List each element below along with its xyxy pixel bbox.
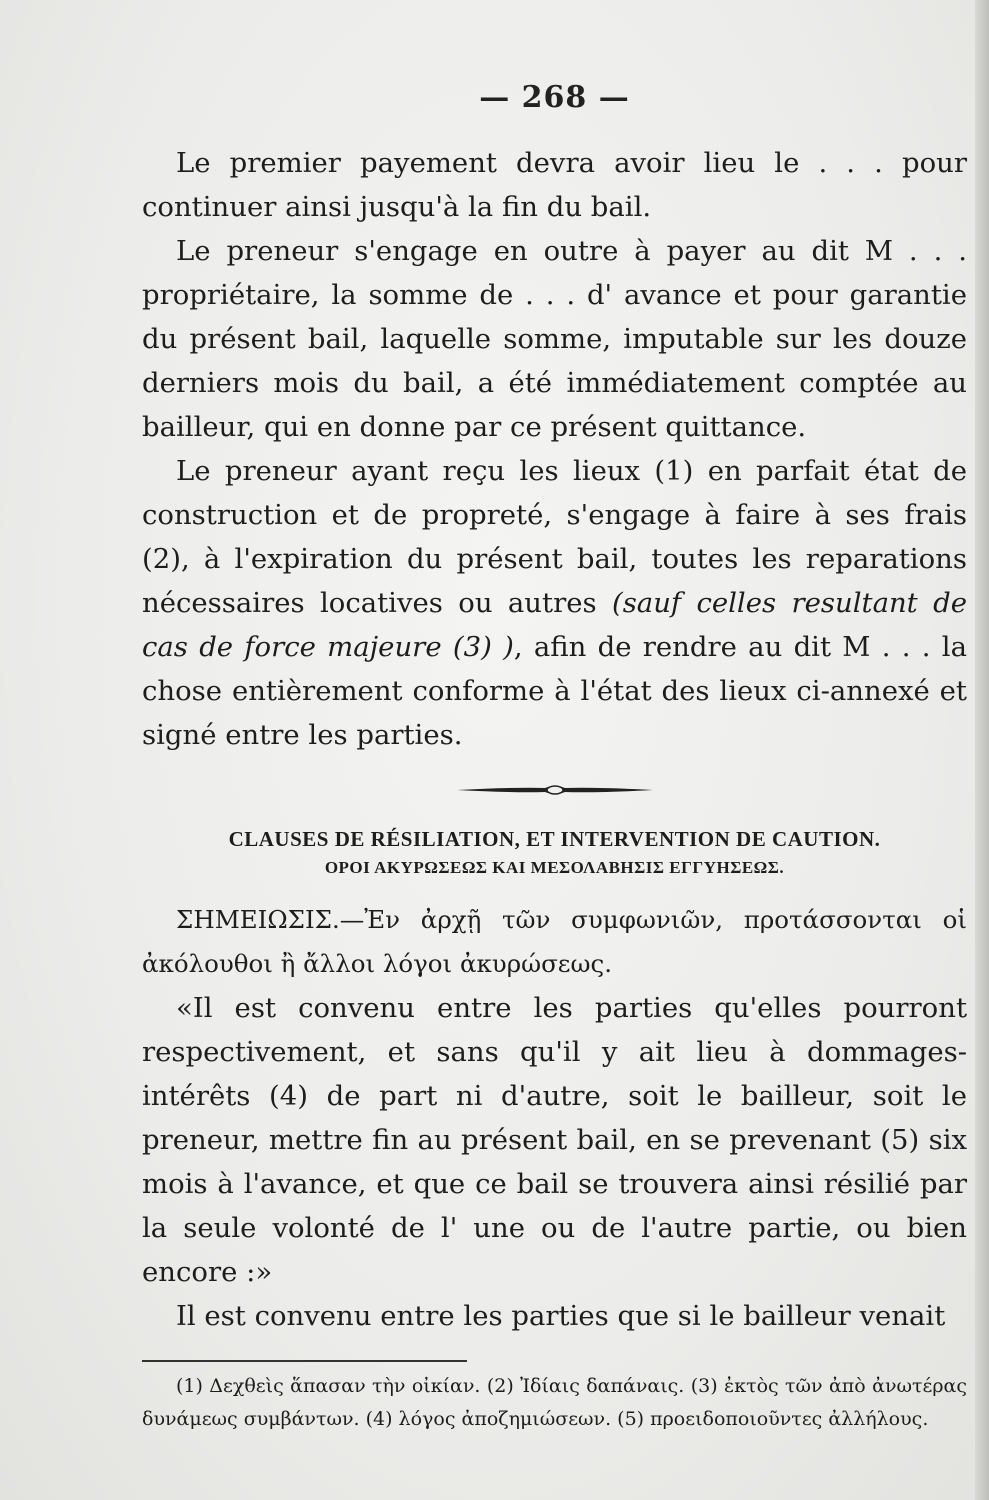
- paragraph-repairs-start: Le preneur ayant reçu les lieux (1) en parfait état de construction et de propreté, s'engage à faire à ses frais (2), à l'expiration du présent bail, toutes les reparations nécessaires locatives ou autres: [142, 455, 967, 619]
- section-heading-greek: ΟΡΟΙ ΑΚΥΡΩΣΕΩΣ ΚΑΙ ΜΕΣΟΛΑΒΗΣΙΣ ΕΓΓΥΗΣΕΩΣ.: [324, 858, 785, 877]
- greek-note: ΣΗΜΕΙΩΣΙΣ.—Ἐν ἀρχῇ τῶν συμφωνιῶν, προτάσσονται οἱ ἀκόλουθοι ἢ ἄλλοι λόγοι ἀκυρώσεως.: [142, 905, 967, 978]
- paragraph-repairs: [142, 449, 967, 757]
- ornament-divider-icon: [455, 783, 655, 797]
- paragraph-repairs-italic: (sauf celles resultant de cas de force majeure (3) ): [142, 587, 967, 663]
- page-number: — 268 —: [479, 80, 630, 115]
- section-heading-french: CLAUSES DE RÉSILIATION, ET INTERVENTION DE CAUTION.: [228, 827, 881, 851]
- footnotes: (1) Δεχθεὶς ἅπασαν τὴν οἰκίαν. (2) Ἰδίαις δαπάναις. (3) ἐκτὸς τῶν ἀπὸ ἀνωτέρας δυνάμεως συμβάντων. (4) λόγος ἀποζημιώσεων. (5) προειδοποιοῦντες ἀλλήλους.: [142, 1375, 967, 1430]
- paragraph-resiliation: «Il est convenu entre les parties qu'elles pourront respectivement, et sans qu'il y ait lieu à dommages-intérêts (4) de part ni d'autre, soit le bailleur, soit le preneur, mettre fin au présent bail, en se prevenant (5) six mois à l'avance, et que ce bail se trouvera ainsi résilié par la seule volonté de l' une ou de l'autre partie, ou bien encore :»: [142, 992, 967, 1288]
- page-edge: [975, 0, 989, 1500]
- paragraph-advance: Le preneur s'engage en outre à payer au dit M . . . propriétaire, la somme de . . . d' avance et pour garantie du présent bail, laquelle somme, imputable sur les douze derniers mois du bail, a été immédiatement comptée au bailleur, qui en donne par ce présent quittance.: [142, 235, 967, 443]
- paragraph-payment: Le premier payement devra avoir lieu le . . . pour continuer ainsi jusqu'à la fin du bail.: [142, 147, 967, 223]
- paragraph-continuation: Il est convenu entre les parties que si le bailleur venait: [176, 1300, 946, 1332]
- page-content: [142, 80, 967, 1436]
- footnote-rule: [142, 1360, 467, 1362]
- paragraph-repairs-end: , afin de rendre au dit M . . . la chose entièrement conforme à l'état des lieux ci-annexé et signé entre les parties.: [142, 631, 967, 751]
